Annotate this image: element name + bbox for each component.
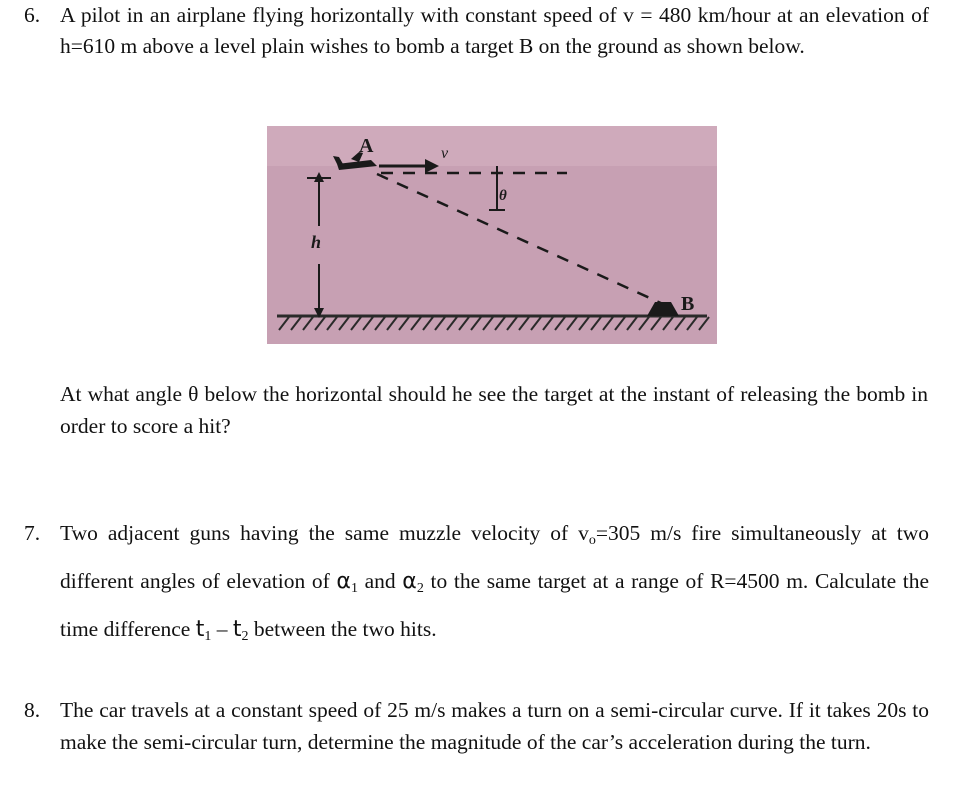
text-segment: to the same target at a range of R=4500 m.: [430, 569, 809, 593]
text-segment: between the two hits.: [253, 617, 437, 641]
problem-text: A pilot in an airplane flying horizontally with constant speed of v = 480 km/hour at an elevation of h=610 m above a level plain wishes to bomb a target B on the ground as shown below.: [60, 3, 929, 58]
subscript-1: 1: [350, 581, 358, 596]
problem-8: [24, 694, 929, 758]
label-v: v: [441, 145, 449, 162]
problem-6-question: At what angle θ below the horizontal should he see the target at the instant of releasing the bomb in order to score a hit?: [60, 382, 928, 438]
text-segment: =305 m/s fire simultaneously at two different angles of elevation of: [60, 521, 930, 593]
text-segment: Two adjacent guns having the same muzzle velocity of v: [60, 521, 589, 545]
subscript-2: 2: [241, 629, 249, 644]
problem-text: The car travels at a constant speed of 25 m/s makes a turn on a semi-circular curve. If it takes 20s to make the semi-circular turn, determine the magnitude of the car’s acceleration during the turn.: [60, 698, 929, 754]
problem-text: [60, 513, 929, 657]
text-segment: Calculate the time difference: [60, 569, 930, 641]
problem-6: [24, 0, 929, 62]
problem-number: 6.: [24, 3, 41, 27]
t-symbol: t: [195, 617, 205, 642]
label-a: A: [359, 135, 374, 157]
subscript-1: 1: [204, 629, 212, 644]
subscript-o: o: [588, 533, 596, 548]
problem-number: 8.: [24, 698, 41, 722]
alpha-symbol: α: [402, 569, 417, 594]
problem-7: [24, 513, 929, 657]
label-b: B: [681, 293, 695, 315]
paper-highlight: [267, 126, 717, 166]
label-h: h: [311, 232, 322, 252]
subscript-2: 2: [416, 581, 424, 596]
diagram-svg: [267, 126, 717, 344]
minus-sign: –: [216, 617, 228, 641]
alpha-symbol: α: [336, 569, 351, 594]
problem-number: 7.: [24, 521, 41, 545]
airplane-bomb-diagram: [267, 126, 717, 344]
text-segment: and: [364, 569, 396, 593]
t-symbol: t: [232, 617, 242, 642]
label-theta: θ: [499, 188, 507, 204]
